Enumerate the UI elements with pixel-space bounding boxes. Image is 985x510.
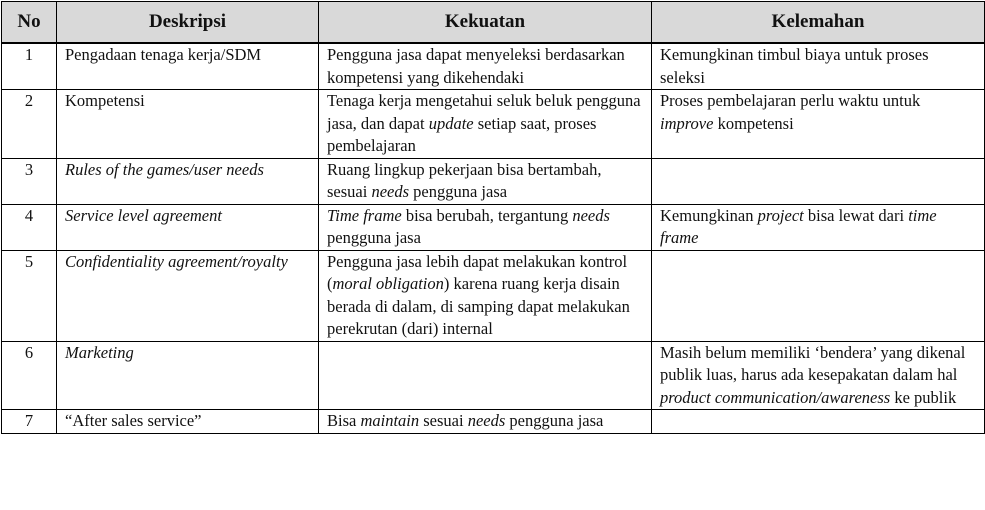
cell-deskripsi	[57, 410, 319, 434]
header-row	[2, 2, 985, 44]
cell-kelemahan	[652, 158, 985, 204]
italic-text-segment: product communication/awareness	[660, 387, 891, 407]
cell-deskripsi	[57, 158, 319, 204]
cell-kekuatan	[319, 410, 652, 434]
italic-text-segment: moral obligation	[332, 274, 444, 293]
text-segment: Bisa	[327, 411, 361, 430]
text-segment: “After sales service”	[65, 411, 202, 430]
italic-text-segment: maintain	[360, 411, 420, 430]
italic-text-segment: time frame	[660, 205, 937, 247]
italic-text-segment: improve	[660, 113, 714, 133]
italic-text-segment: needs	[467, 411, 506, 430]
table-row	[2, 250, 985, 341]
header-deskripsi: Deskripsi	[57, 2, 319, 44]
cell-no: 5	[2, 250, 57, 341]
text-segment: setiap saat, proses pembelajaran	[327, 113, 597, 155]
italic-text-segment: project	[757, 205, 804, 225]
cell-kelemahan	[652, 341, 985, 410]
cell-no: 2	[2, 90, 57, 159]
italic-text-segment: Marketing	[65, 342, 134, 362]
text-segment: pengguna jasa	[505, 411, 604, 430]
cell-no: 1	[2, 43, 57, 90]
text-segment: Kompetensi	[65, 91, 145, 110]
italic-text-segment: update	[428, 113, 474, 133]
cell-kelemahan	[652, 410, 985, 434]
cell-kekuatan	[319, 250, 652, 341]
text-segment: Kemungkinan	[660, 205, 758, 225]
table-row	[2, 43, 985, 90]
text-segment: pengguna jasa	[409, 182, 508, 201]
table-row	[2, 204, 985, 250]
text-segment: bisa lewat dari	[803, 205, 909, 225]
text-segment: ) karena ruang kerja disain berada di dalam, di samping dapat melakukan perekrutan (dari) internal	[327, 274, 630, 338]
text-segment: ke publik	[890, 387, 957, 407]
italic-text-segment: Rules of the games/user needs	[65, 159, 264, 179]
cell-deskripsi	[57, 90, 319, 159]
cell-kelemahan	[652, 43, 985, 90]
italic-text-segment: Service level agreement	[65, 205, 222, 225]
text-segment: Proses pembelajaran perlu waktu untuk	[660, 91, 921, 110]
text-segment: sesuai	[419, 411, 468, 430]
cell-no: 4	[2, 204, 57, 250]
cell-kekuatan	[319, 204, 652, 250]
table-row	[2, 410, 985, 434]
italic-text-segment: Confidentiality agreement/royalty	[65, 251, 288, 271]
table-row	[2, 90, 985, 159]
cell-kekuatan	[319, 158, 652, 204]
cell-no: 7	[2, 410, 57, 434]
text-segment: bisa berubah, tergantung	[401, 205, 573, 225]
text-segment: pengguna jasa	[327, 228, 421, 247]
text-segment: Pengguna jasa lebih dapat melakukan kontrol (	[327, 251, 628, 293]
text-segment: Pengguna jasa dapat menyeleksi berdasarkan kompetensi yang dikehendaki	[327, 45, 625, 87]
italic-text-segment: needs	[371, 182, 410, 201]
text-segment: Tenaga kerja mengetahui seluk beluk pengguna jasa, dan dapat	[327, 91, 641, 133]
text-segment: Masih belum memiliki ‘bendera’ yang dikenal publik luas, harus ada kesepakatan dalam hal	[660, 342, 966, 384]
cell-deskripsi	[57, 43, 319, 90]
cell-kelemahan	[652, 250, 985, 341]
cell-kekuatan	[319, 341, 652, 410]
header-kekuatan: Kekuatan	[319, 2, 652, 44]
cell-kelemahan	[652, 204, 985, 250]
header-kelemahan: Kelemahan	[652, 2, 985, 44]
text-segment: Pengadaan tenaga kerja/SDM	[65, 45, 262, 64]
cell-kekuatan	[319, 90, 652, 159]
cell-deskripsi	[57, 341, 319, 410]
text-segment: Ruang lingkup pekerjaan bisa bertambah, sesuai	[327, 159, 602, 201]
italic-text-segment: needs	[572, 205, 610, 225]
text-segment: kompetensi	[713, 113, 794, 133]
cell-deskripsi	[57, 250, 319, 341]
cell-no: 6	[2, 341, 57, 410]
table-row	[2, 158, 985, 204]
cell-no: 3	[2, 158, 57, 204]
cell-kekuatan	[319, 43, 652, 90]
comparison-table	[1, 1, 985, 434]
table-row	[2, 341, 985, 410]
italic-text-segment: Time frame	[327, 205, 402, 225]
cell-deskripsi	[57, 204, 319, 250]
text-segment: Kemungkinan timbul biaya untuk proses seleksi	[660, 45, 929, 87]
cell-kelemahan	[652, 90, 985, 159]
header-no: No	[2, 2, 57, 44]
